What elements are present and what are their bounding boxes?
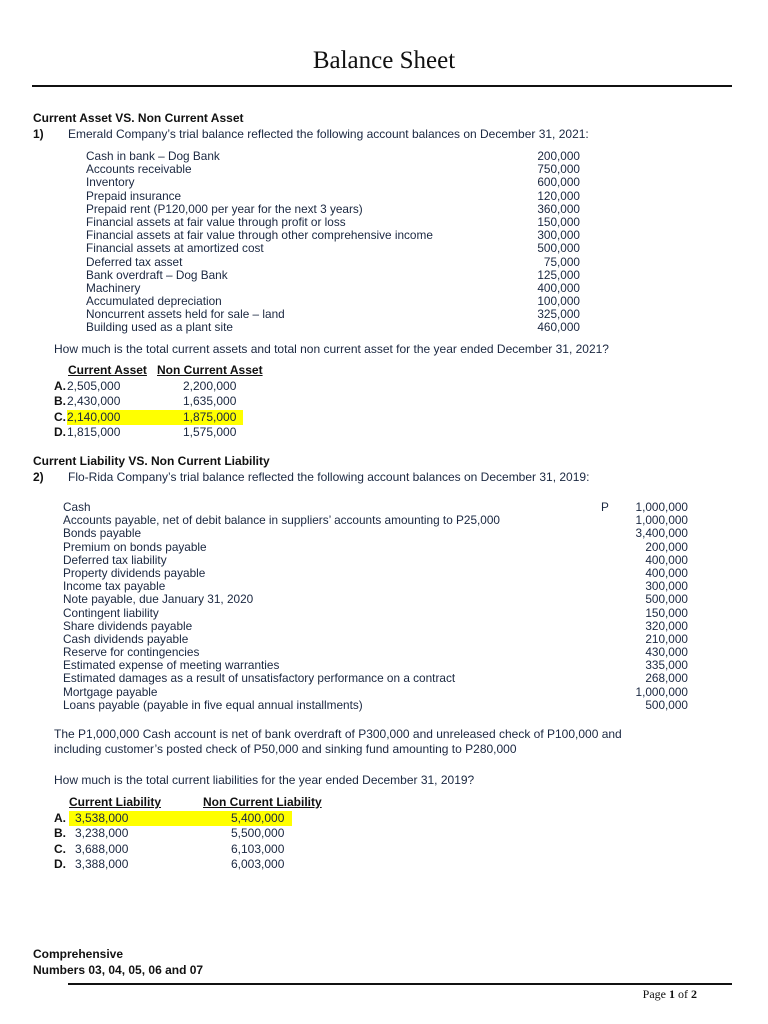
- account-amount: 400,000: [645, 552, 688, 567]
- account-label: Income tax payable: [63, 579, 166, 594]
- option-noncurrent-value: 1,875,000: [157, 410, 243, 426]
- option-current-value: 3,688,000: [75, 841, 129, 856]
- section2-heading: Current Liability VS. Non Current Liability: [33, 454, 270, 468]
- account-amount: 200,000: [645, 539, 688, 554]
- question1-ask: How much is the total current assets and total non current asset for the year ended December 31, 2021?: [54, 342, 609, 356]
- option-letter: A.: [54, 810, 66, 825]
- answer-option: [54, 842, 354, 858]
- account-amount: 268,000: [645, 671, 688, 686]
- question2-ask: How much is the total current liabilities for the year ended December 31, 2019?: [54, 773, 475, 787]
- account-label: Financial assets at fair value through other comprehensive income: [86, 228, 433, 243]
- account-amount: 360,000: [537, 201, 580, 216]
- option-noncurrent-value: 2,200,000: [183, 378, 237, 393]
- option-current-value: 2,505,000: [67, 378, 121, 393]
- option-current-value: 1,815,000: [67, 425, 121, 439]
- col-header-noncurrent-liability: Non Current Liability: [203, 795, 322, 809]
- option-current-value: 3,388,000: [75, 857, 129, 871]
- account-label: Prepaid insurance: [86, 188, 182, 203]
- account-label: Cash dividends payable: [63, 631, 189, 646]
- list-item: [86, 203, 580, 216]
- account-amount: 400,000: [645, 565, 688, 580]
- page-total: 2: [691, 987, 697, 1001]
- account-label: Reserve for contingencies: [63, 645, 200, 660]
- page-word: Page: [642, 987, 666, 1001]
- currency-symbol: P: [601, 500, 609, 514]
- list-item: [86, 269, 580, 282]
- asset-account-list: [86, 150, 580, 335]
- account-label: Building used as a plant site: [86, 320, 233, 335]
- option-noncurrent-value: 5,500,000: [231, 826, 285, 840]
- answer-option: [54, 410, 314, 426]
- account-label: Share dividends payable: [63, 618, 193, 633]
- of-word: of: [678, 987, 688, 1001]
- list-item: [63, 541, 688, 554]
- option-noncurrent-value: 6,103,000: [231, 841, 285, 856]
- account-amount: 200,000: [537, 149, 580, 163]
- account-label: Financial assets at fair value through profit or loss: [86, 214, 346, 229]
- list-item: [86, 163, 580, 176]
- cash-note-line1: The P1,000,000 Cash account is net of bank overdraft of P300,000 and unreleased check of P100,000 and: [54, 727, 622, 741]
- account-label: Inventory: [86, 175, 135, 190]
- option-noncurrent-value: 1,575,000: [183, 425, 237, 439]
- option-letter: D.: [54, 425, 66, 439]
- account-label: Bank overdraft – Dog Bank: [86, 267, 228, 282]
- option-noncurrent-value: 5,400,000: [205, 811, 292, 827]
- account-label: Noncurrent assets held for sale – land: [86, 307, 285, 322]
- list-item: [86, 256, 580, 269]
- section1-heading: Current Asset VS. Non Current Asset: [33, 111, 244, 125]
- account-amount: 300,000: [537, 228, 580, 243]
- account-label: Premium on bonds payable: [63, 539, 207, 554]
- answer-option: [54, 857, 354, 873]
- col-header-noncurrent-asset: Non Current Asset: [157, 363, 263, 377]
- option-current-value: 3,238,000: [75, 826, 129, 840]
- option-current-value: 3,538,000: [69, 811, 205, 827]
- page-title: Balance Sheet: [312, 47, 456, 74]
- option-letter: C.: [54, 841, 66, 856]
- option-letter: C.: [54, 409, 66, 424]
- account-amount: 3,400,000: [635, 526, 688, 541]
- account-amount: 600,000: [537, 175, 580, 190]
- option-letter: B.: [54, 826, 66, 840]
- list-item: [63, 686, 688, 699]
- account-label: Bonds payable: [63, 526, 142, 541]
- account-amount: 1,000,000: [635, 500, 688, 514]
- account-amount: 75,000: [543, 254, 580, 269]
- list-item: [63, 527, 688, 540]
- list-item: [63, 620, 688, 633]
- account-amount: 120,000: [537, 188, 580, 203]
- option-current-value: 2,430,000: [67, 394, 121, 408]
- answer-option: [54, 379, 314, 395]
- account-label: Accounts receivable: [86, 162, 192, 177]
- account-amount: 400,000: [537, 280, 580, 295]
- col-header-current-asset: Current Asset: [68, 363, 147, 377]
- account-label: Note payable, due January 31, 2020: [63, 592, 254, 607]
- account-label: Accumulated depreciation: [86, 294, 222, 309]
- account-amount: 335,000: [645, 658, 688, 673]
- question2-options: [54, 795, 354, 873]
- account-label: Deferred tax liability: [63, 552, 167, 567]
- answer-option: [54, 425, 314, 441]
- list-item: [86, 321, 580, 334]
- account-amount: 500,000: [645, 697, 688, 712]
- answer-option: [54, 394, 314, 410]
- footer-rule: [68, 983, 732, 985]
- account-amount: 430,000: [645, 645, 688, 660]
- col-header-current-liability: Current Liability: [69, 795, 162, 809]
- cash-note-line2: including customer’s posted check of P50,000 and sinking fund amounting to P280,000: [54, 742, 517, 756]
- account-amount: 1,000,000: [635, 684, 688, 699]
- account-amount: 150,000: [537, 214, 580, 229]
- account-amount: 150,000: [645, 605, 688, 620]
- answer-option: [54, 826, 354, 842]
- account-label: Mortgage payable: [63, 684, 158, 699]
- question2-number: 2): [33, 470, 44, 484]
- page-indicator: [643, 987, 697, 1002]
- account-amount: 325,000: [537, 307, 580, 322]
- option-letter: D.: [54, 857, 66, 871]
- answer-option: [54, 811, 354, 827]
- account-label: Contingent liability: [63, 605, 159, 620]
- page-number: 1: [669, 987, 675, 1001]
- question2-text: Flo-Rida Company’s trial balance reflected the following account balances on December 31, 2019:: [68, 470, 590, 484]
- account-label: Estimated expense of meeting warranties: [63, 658, 280, 673]
- account-label: Deferred tax asset: [86, 254, 183, 269]
- list-item: [63, 699, 688, 712]
- header-rule: [32, 85, 732, 87]
- question1-number: 1): [33, 127, 44, 141]
- account-label: Financial assets at amortized cost: [86, 241, 264, 256]
- account-amount: 125,000: [537, 267, 580, 282]
- list-item: [63, 607, 688, 620]
- comprehensive-heading: Comprehensive: [33, 947, 124, 961]
- question1-text: Emerald Company’s trial balance reflected the following account balances on December 31, 2021:: [68, 127, 589, 141]
- account-amount: 320,000: [645, 618, 688, 633]
- comprehensive-numbers: Numbers 03, 04, 05, 06 and 07: [33, 963, 204, 977]
- option-letter: A.: [54, 378, 66, 393]
- account-label: Cash in bank – Dog Bank: [86, 149, 220, 163]
- account-label: Cash: [63, 500, 91, 514]
- list-item: [63, 554, 688, 567]
- option-letter: B.: [54, 394, 66, 408]
- liability-account-list: [63, 501, 688, 712]
- list-item: [63, 514, 688, 527]
- option-noncurrent-value: 6,003,000: [231, 857, 285, 871]
- list-item: [86, 190, 580, 203]
- account-label: Property dividends payable: [63, 565, 206, 580]
- list-item: [86, 242, 580, 255]
- account-label: Machinery: [86, 280, 141, 295]
- account-amount: 750,000: [537, 162, 580, 177]
- list-item: [63, 672, 688, 685]
- account-amount: 100,000: [537, 294, 580, 309]
- question1-options: [54, 363, 314, 441]
- account-amount: 460,000: [537, 320, 580, 335]
- account-label: Prepaid rent (P120,000 per year for the next 3 years): [86, 201, 363, 216]
- account-amount: 500,000: [645, 592, 688, 607]
- account-amount: 300,000: [645, 579, 688, 594]
- option-current-value: 2,140,000: [67, 410, 157, 426]
- account-label: Accounts payable, net of debit balance in suppliers’ accounts amounting to P25,000: [63, 513, 500, 528]
- account-label: Estimated damages as a result of unsatisfactory performance on a contract: [63, 671, 456, 686]
- list-item: [86, 176, 580, 189]
- option-noncurrent-value: 1,635,000: [183, 394, 237, 408]
- account-amount: 500,000: [537, 241, 580, 256]
- list-item: [63, 593, 688, 606]
- account-amount: 1,000,000: [635, 513, 688, 528]
- account-label: Loans payable (payable in five equal annual installments): [63, 697, 363, 712]
- account-amount: 210,000: [645, 631, 688, 646]
